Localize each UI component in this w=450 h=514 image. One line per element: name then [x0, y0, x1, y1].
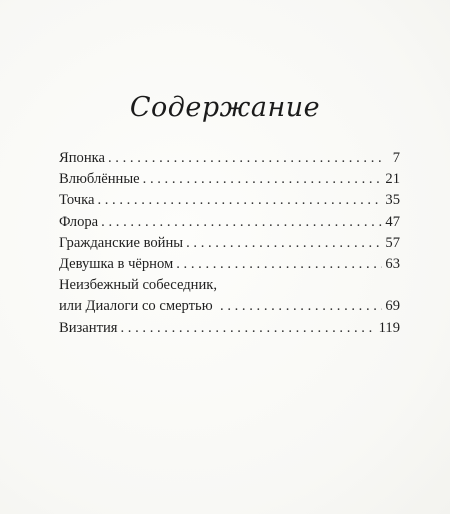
dot-leader [143, 169, 383, 190]
toc-entry [59, 148, 400, 169]
entry-title-line: Неизбежный собеседник, [59, 277, 218, 294]
dot-leader [176, 254, 382, 275]
dot-leader [108, 148, 383, 169]
toc-entry [59, 275, 400, 317]
entry-title: Гражданские войны [59, 234, 184, 251]
entry-page-number: 63 [385, 255, 400, 272]
toc-entry [59, 233, 400, 254]
entry-page-number: 47 [385, 213, 400, 230]
entry-title [59, 275, 217, 317]
entry-title: Влюблённые [59, 171, 140, 188]
table-of-contents [59, 148, 400, 339]
contents-title: Содержание [129, 92, 321, 123]
entry-title-line: или Диалоги со смертью [59, 298, 213, 315]
entry-page-number: 119 [378, 319, 400, 336]
entry-title: Точка [59, 192, 95, 209]
toc-entry [59, 190, 400, 211]
toc-entry [59, 212, 400, 233]
entry-title: Японка [59, 149, 105, 166]
entry-page-number: 21 [385, 171, 400, 188]
dot-leader [220, 296, 382, 317]
entry-title: Флора [59, 213, 99, 230]
entry-title: Византия [59, 319, 118, 336]
dot-leader [186, 233, 382, 254]
toc-entry [59, 254, 400, 275]
entry-page-number: 57 [385, 234, 400, 251]
toc-entry [59, 318, 400, 339]
entry-page-number: 35 [385, 192, 400, 209]
dot-leader [101, 212, 382, 233]
toc-entry [59, 169, 400, 190]
entry-page-number: 7 [392, 149, 400, 166]
entry-title: Девушка в чёрном [59, 255, 174, 272]
dot-leader [121, 318, 376, 339]
entry-page-number: 69 [385, 298, 400, 315]
dot-leader [97, 190, 382, 211]
